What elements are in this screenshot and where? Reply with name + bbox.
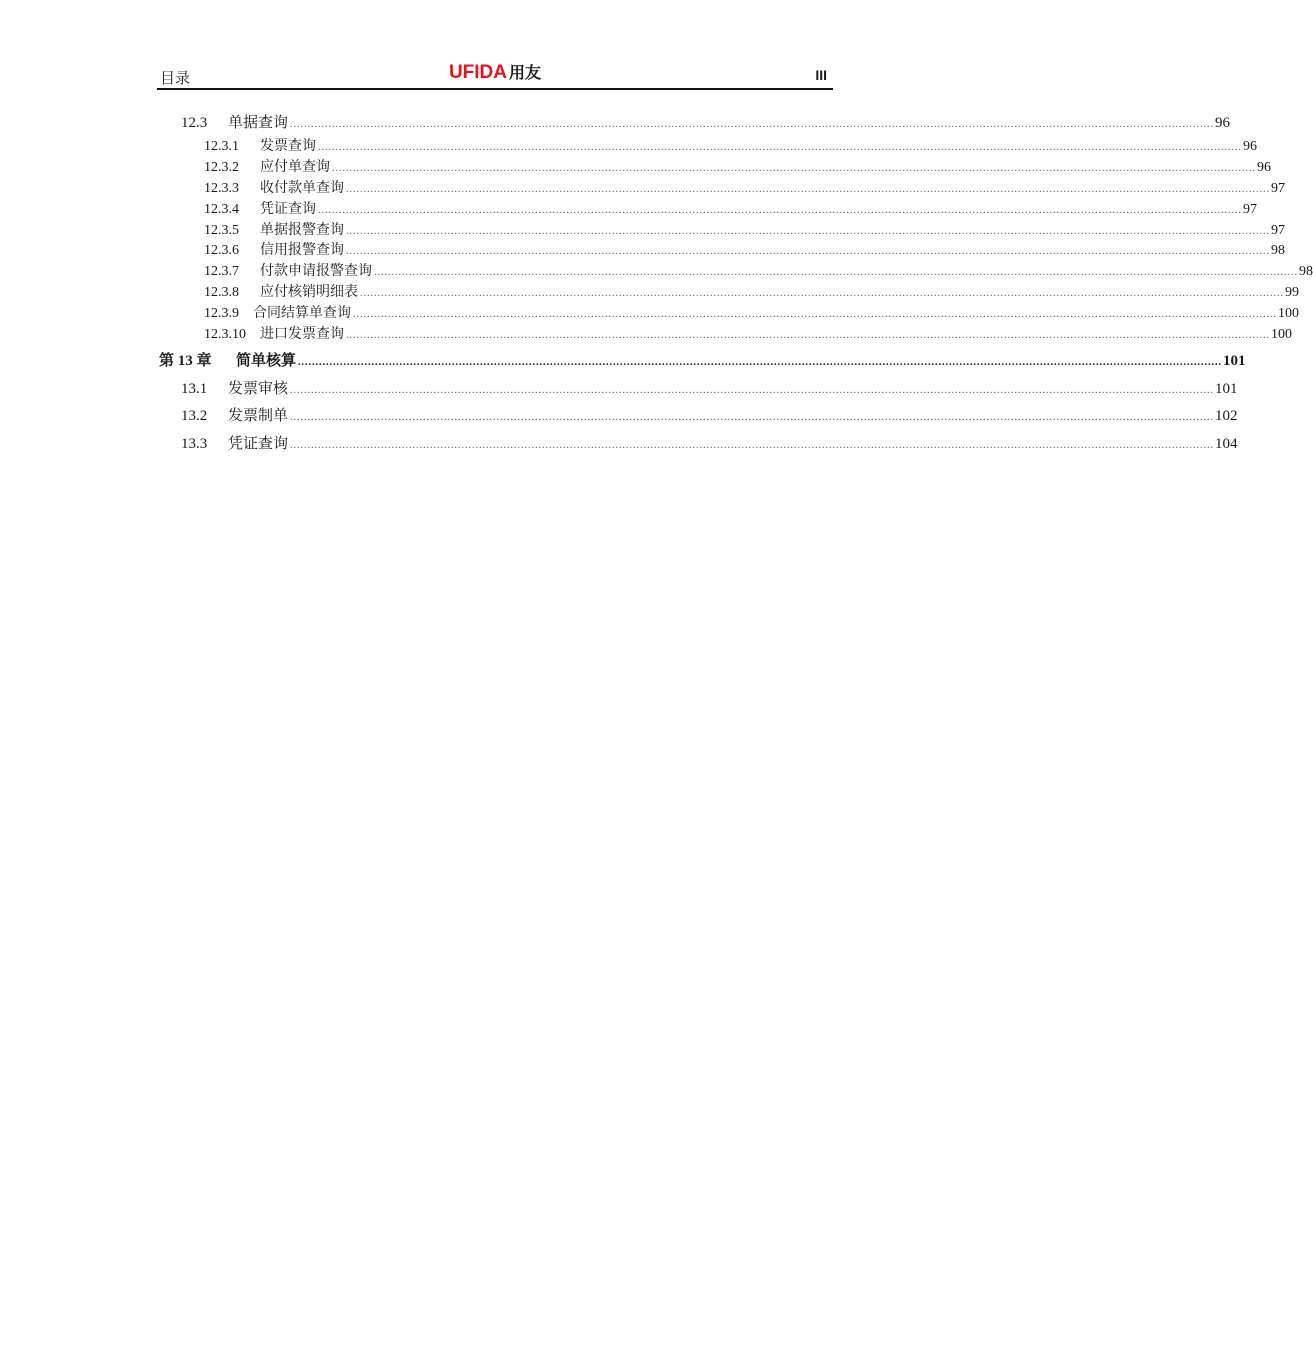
toc-entry-title: 发票查询: [260, 139, 316, 154]
toc-entry-page: 100: [1278, 306, 1299, 321]
toc-entry[interactable]: [204, 177, 1285, 197]
toc-entry-title: 单据查询: [228, 115, 289, 131]
toc-entry-number: 12.3.6: [204, 243, 239, 258]
toc-entry-number: 12.3.5: [204, 223, 239, 238]
logo-cn-text: 用友: [509, 65, 542, 82]
toc-entry[interactable]: [204, 156, 1271, 176]
toc-leader-dots: ........................................................................................................................................................................................................................................................................: [332, 163, 1256, 174]
toc-entry-page: 99: [1285, 285, 1299, 300]
toc-entry-title: 收付款单查询: [260, 181, 344, 196]
toc-entry-number: 12.3.3: [204, 181, 239, 196]
ufida-logo: [157, 63, 833, 84]
toc-leader-dots: ........................................................................................................................................................................................................................................................................: [374, 267, 1298, 278]
toc-entry-number: 12.3.10: [204, 327, 246, 342]
toc-entry-page: 102: [1215, 408, 1238, 424]
toc-entry[interactable]: [204, 135, 1257, 155]
toc-entry-title: 付款申请报警查询: [260, 264, 372, 279]
toc-entry-number: 12.3.4: [204, 202, 239, 217]
toc-entry-page: 96: [1257, 160, 1271, 175]
toc-entry-number: 12.3.1: [204, 139, 239, 154]
toc-leader-dots: ........................................................................................................................................................................................................................................................................: [346, 246, 1270, 257]
header-rule: [157, 88, 833, 90]
toc-entry-page: 96: [1215, 115, 1231, 131]
toc-leader-dots: ........................................................................................................................................................................................................................................................................: [290, 440, 1215, 451]
toc-chapter-number: 第 13 章: [159, 353, 212, 369]
toc-entry[interactable]: [181, 377, 1238, 398]
toc-entry-title: 合同结算单查询: [253, 306, 351, 321]
page-header: [157, 60, 833, 88]
toc-entry-number: 13.1: [181, 381, 208, 397]
toc-entry[interactable]: [204, 198, 1257, 218]
toc-entry-title: 进口发票查询: [260, 327, 344, 342]
toc-entry[interactable]: [204, 260, 1313, 280]
toc-entry-number: 13.2: [181, 408, 208, 424]
toc-entry-page: 98: [1271, 243, 1285, 258]
toc-entry-page: 97: [1271, 223, 1285, 238]
toc-entry-title: 单据报警查询: [260, 223, 344, 238]
toc-entry-title: 发票制单: [228, 408, 289, 424]
toc-entry-page: 97: [1243, 202, 1257, 217]
toc-leader-dots: ........................................................................................................................................................................................................................................................................: [353, 309, 1277, 320]
toc-entry-page: 98: [1299, 264, 1313, 279]
toc-entry-page: 104: [1215, 436, 1238, 452]
toc-chapter-page: 101: [1223, 353, 1246, 369]
toc-entry[interactable]: [204, 302, 1299, 322]
toc-entry-page: 101: [1215, 381, 1238, 397]
toc-leader-dots: ........................................................................................................................................................................................................................................................................: [290, 412, 1215, 423]
toc-entry-title: 凭证查询: [260, 202, 316, 217]
toc-entry-number: 12.3.9: [204, 306, 239, 321]
toc-entry-title: 应付单查询: [260, 160, 330, 175]
toc-entry-title: 应付核销明细表: [260, 285, 358, 300]
toc-entry-number: 12.3.8: [204, 285, 239, 300]
toc-entry-number: 12.3.2: [204, 160, 239, 175]
toc-entry[interactable]: [204, 219, 1285, 239]
toc-entry[interactable]: [181, 404, 1238, 425]
toc-leader-dots: ........................................................................................................................................................................................................................................................................: [318, 205, 1242, 216]
toc-entry-page: 96: [1243, 139, 1257, 154]
toc-entry[interactable]: [204, 281, 1299, 301]
toc-chapter-title: 简单核算: [236, 353, 297, 369]
toc-leader-dots: ........................................................................................................................................................................................................................................................................: [360, 288, 1284, 299]
toc-entry-title: 信用报警查询: [260, 243, 344, 258]
logo-brand-text: UFIDA: [448, 62, 508, 83]
toc-leader-dots: ........................................................................................................................................................................................................................................................................: [318, 142, 1242, 153]
toc-entry-number: 13.3: [181, 436, 208, 452]
toc-entry-page: 97: [1271, 181, 1285, 196]
header-page-number: III: [815, 67, 827, 83]
toc-entry[interactable]: [204, 323, 1292, 343]
toc-leader-dots: ........................................................................................................................................................................................................................................................................: [346, 330, 1270, 341]
toc-entry-title: 发票审核: [228, 381, 289, 397]
toc-leader-dots: ........................................................................................................................................................................................................................................................................: [290, 385, 1215, 396]
toc-entry[interactable]: [204, 239, 1285, 259]
toc-leader-dots: ........................................................................................................................................................................................................................................................................: [346, 226, 1270, 237]
toc-entry-title: 凭证查询: [228, 436, 289, 452]
toc-chapter-entry[interactable]: [159, 349, 1246, 370]
toc-leader-dots: ........................................................................................................................................................................................................................................................................: [346, 184, 1270, 195]
toc-entry[interactable]: [181, 432, 1238, 453]
toc-leader-dots: ........................................................................................................................................................................................................................................................................: [298, 357, 1223, 368]
toc-entry-number: 12.3.7: [204, 264, 239, 279]
toc-entry-page: 100: [1271, 327, 1292, 342]
toc-leader-dots: ........................................................................................................................................................................................................................................................................: [290, 119, 1215, 130]
toc-entry[interactable]: [181, 111, 1231, 132]
header-section-label: 目录: [160, 71, 191, 87]
toc-entry-number: 12.3: [181, 115, 208, 131]
